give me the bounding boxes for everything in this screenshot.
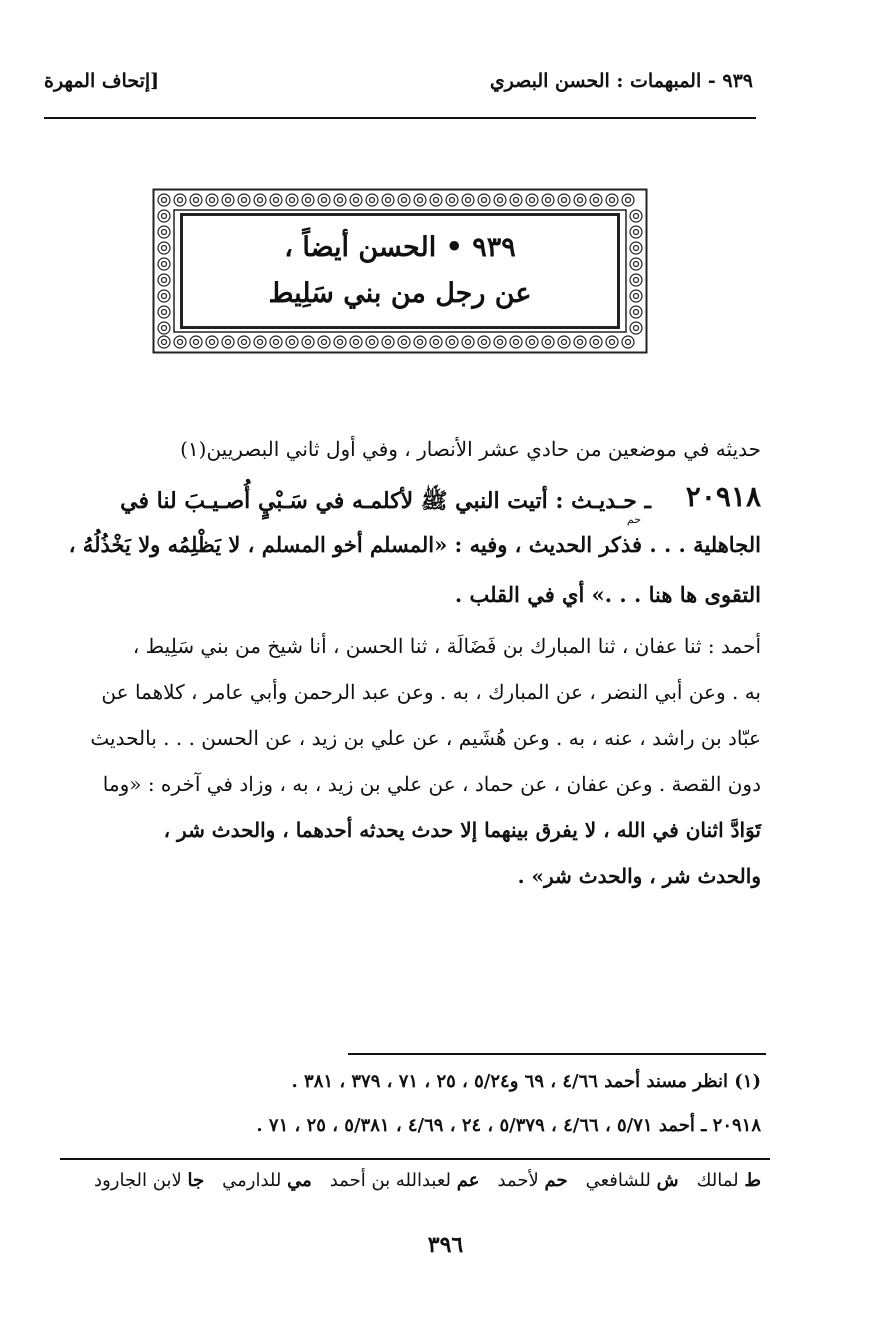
section-subtitle: عن رجل من بني سَلِيط — [268, 278, 532, 309]
legend-item: مي للدارمي — [222, 1170, 312, 1191]
footnote: (١) انظر مسند أحمد ٤/٦٦ ، ٦٩ و٥/٢٤ ، ٢٥ ، ٧١ ، ٣٧٩ ، ٣٨١ . — [291, 1071, 761, 1092]
footnote-divider — [348, 1053, 766, 1055]
abbreviation-legend — [94, 1170, 761, 1191]
isnad-line: دون القصة . وعن عفان ، عن حماد ، عن علي بن زيد ، به ، وزاد في آخره : «وما — [102, 772, 761, 796]
source-mark: حم — [626, 513, 641, 526]
isnad-line: أحمد : ثنا عفان ، ثنا المبارك بن فَضَالَة ، ثنا الحسن ، أنا شيخ من بني سَلِيط ، — [132, 634, 761, 658]
section-title: ٩٣٩ • الحسن أيضاً ، — [284, 232, 516, 263]
legend-item: جا لابن الجارود — [94, 1170, 205, 1191]
header-divider — [44, 117, 756, 119]
legend-divider — [60, 1158, 770, 1160]
legend-item: ش للشافعي — [585, 1170, 679, 1191]
isnad-line: تَوَادَّ اثنان في الله ، لا يفرق بينهما إلا حدث يحدثه أحدهما ، والحدث شر ، — [163, 818, 761, 842]
isnad-line: به . وعن أبي النضر ، عن المبارك ، به . وعن عبد الرحمن وأبي عامر ، كلاهما عن — [101, 680, 761, 704]
running-header-book: [إتحاف المهرة — [44, 70, 160, 92]
legend-item: حم لأحمد — [497, 1170, 568, 1191]
hadith-text-line: الجاهلية . . . فذكر الحديث ، وفيه : «المسلم أخو المسلم ، لا يَظْلِمُه ولا يَخْذُلُهُ ، — [68, 532, 761, 557]
hadith-text-line: التقوى ها هنا . . .» أي في القلب . — [454, 582, 761, 607]
intro-line: حديثه في موضعين من حادي عشر الأنصار ، وفي أول ثاني البصريين(١) — [180, 437, 761, 461]
legend-item: عم لعبدالله بن أحمد — [329, 1170, 480, 1191]
hadith-number: ٢٠٩١٨ — [685, 480, 761, 513]
legend-item: ط لمالك — [696, 1170, 761, 1191]
running-header-title: ٩٣٩ - المبهمات : الحسن البصري — [489, 70, 753, 92]
isnad-line: عبّاد بن راشد ، عنه ، به . وعن هُشَيم ، عن علي بن زيد ، عن الحسن . . . بالحديث — [90, 726, 761, 750]
footnote: ٢٠٩١٨ ـ أحمد ٥/٧١ ، ٤/٦٦ ، ٥/٣٧٩ ، ٢٤ ، ٤/٦٩ ، ٥/٣٨١ ، ٢٥ ، ٧١ . — [256, 1115, 761, 1136]
page-number: ٣٩٦ — [427, 1232, 464, 1258]
section-title-box — [180, 213, 620, 329]
isnad-line: والحدث شر ، والحدث شر» . — [517, 864, 761, 888]
hadith-text-line: ـ حـديـث : أتيت النبي ﷺ لأكلمـه في سَـبْيٍ أُصـيـبَ لنا في — [120, 488, 651, 514]
